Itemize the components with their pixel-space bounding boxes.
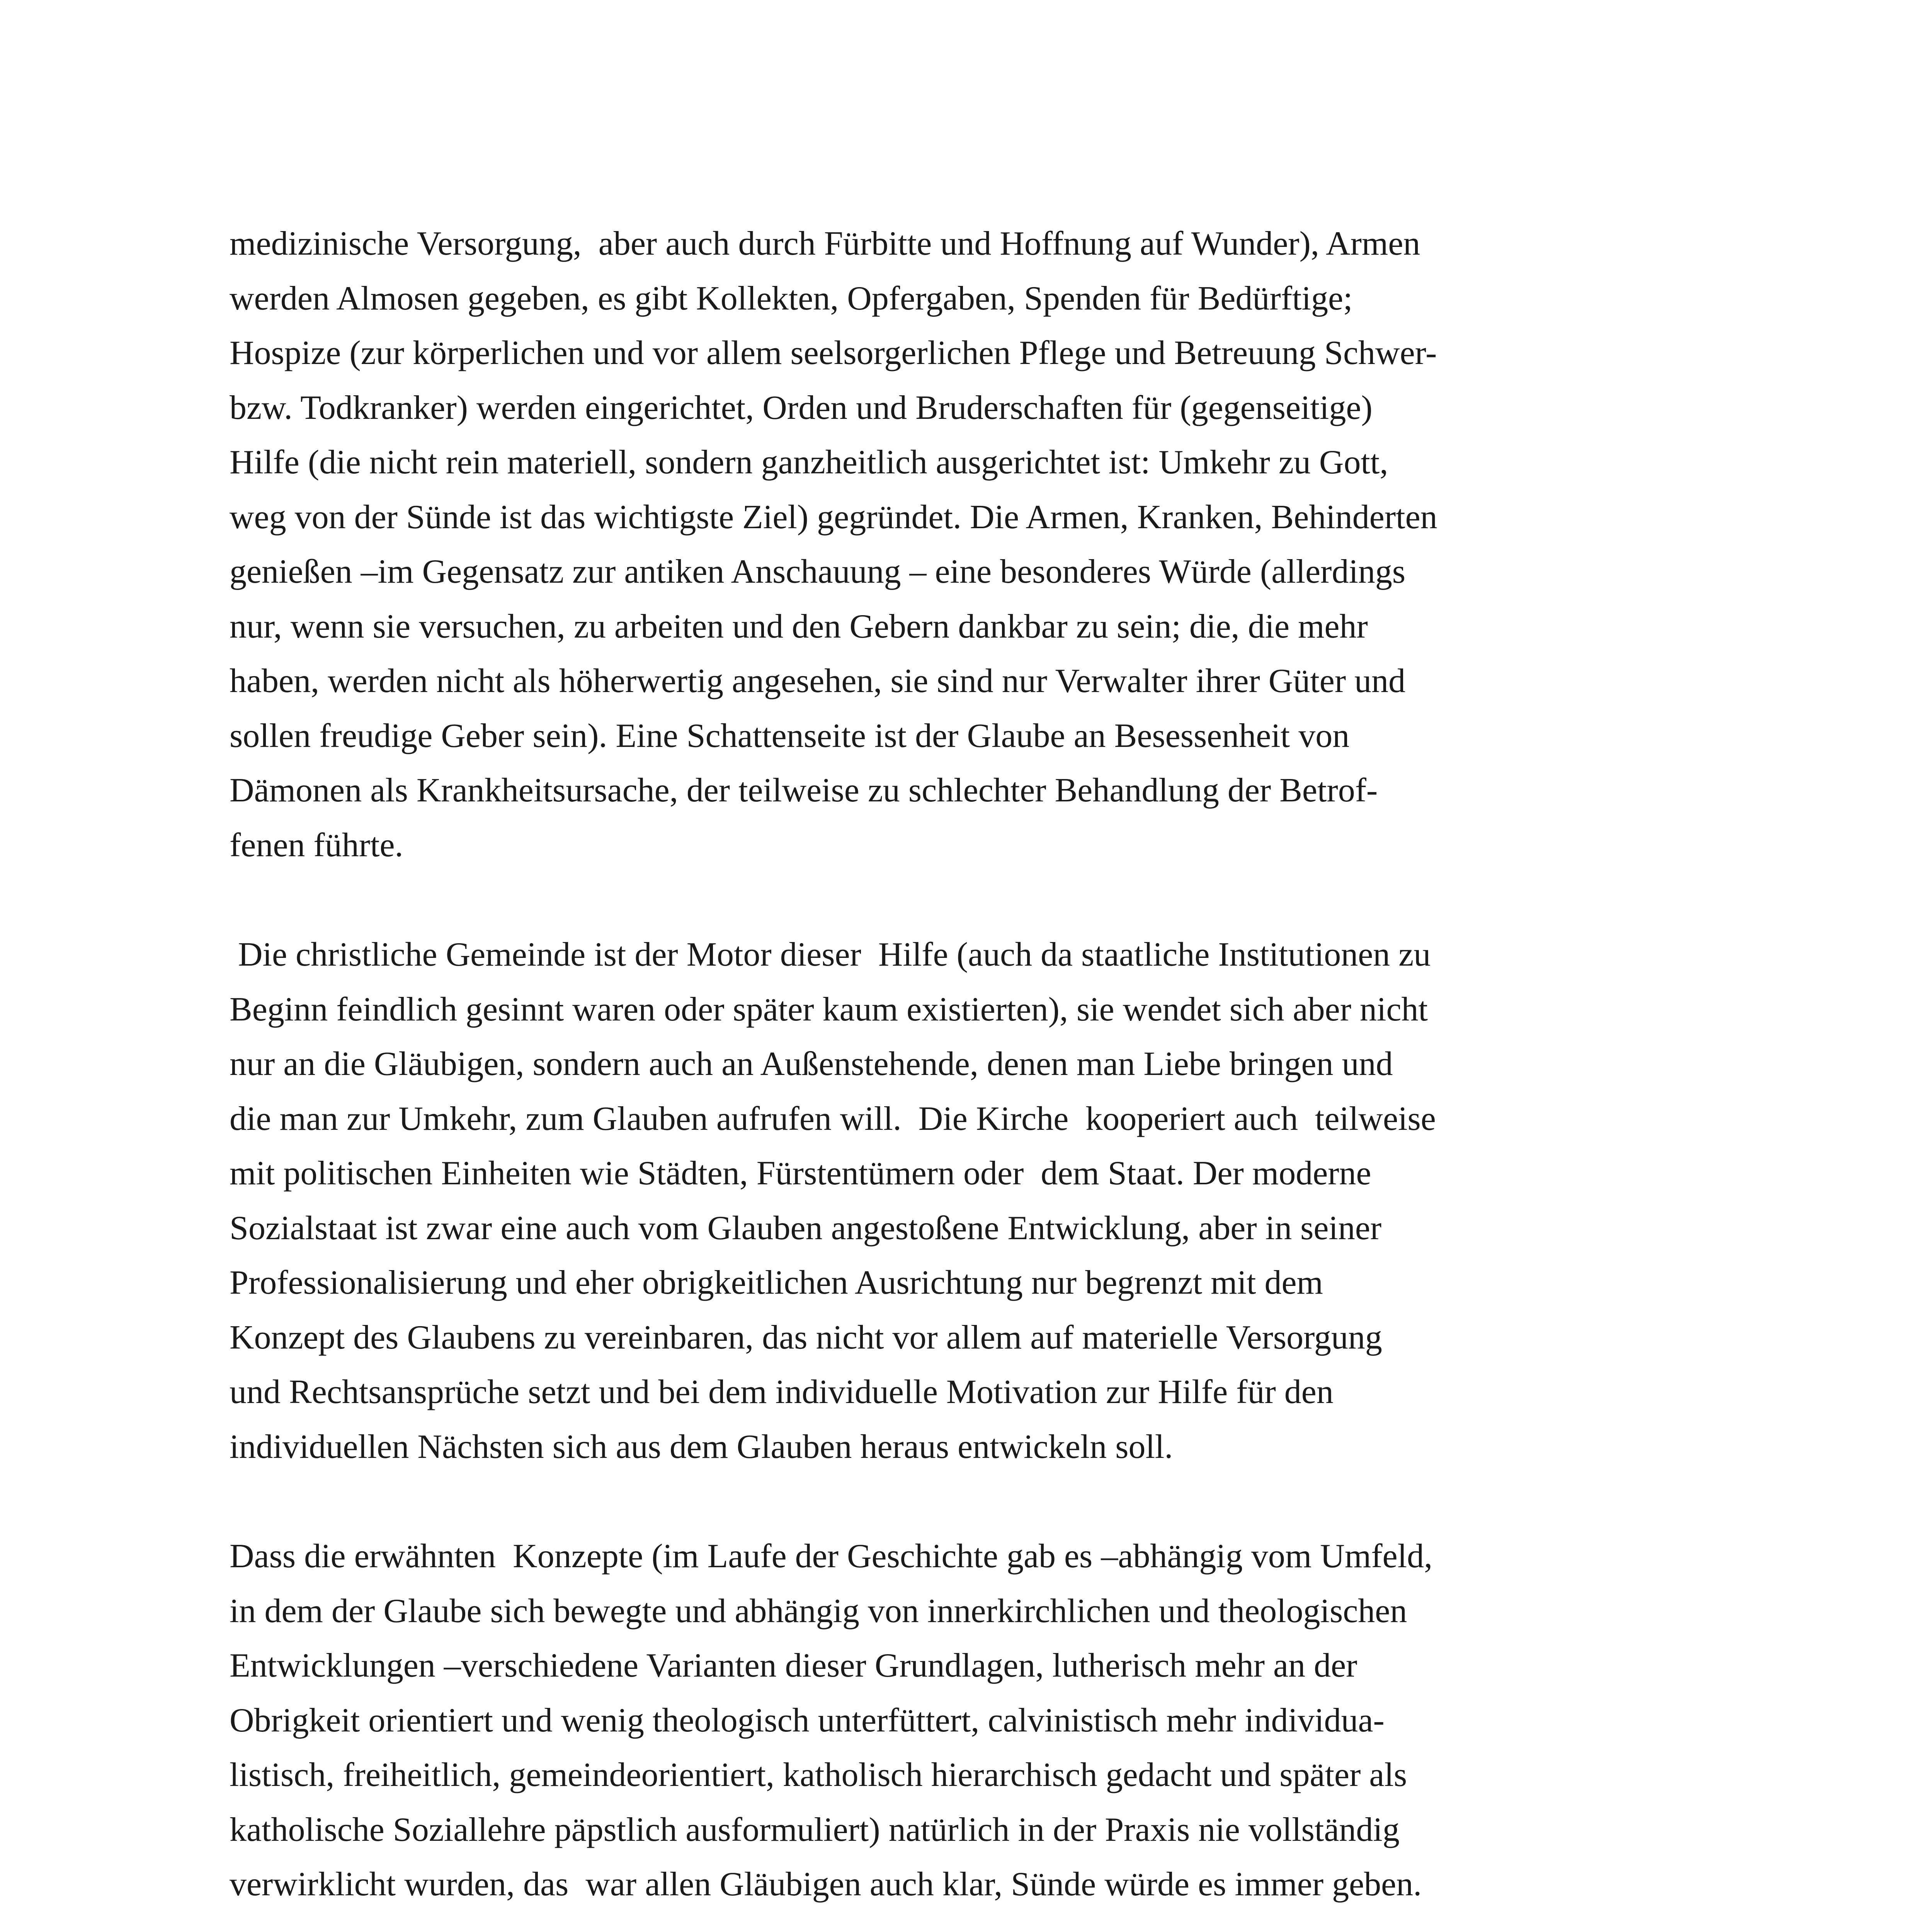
text-line: Dass die erwähnten Konzepte (im Laufe der Geschichte gab es –abhängig vom Umfeld, [230, 1537, 1433, 1575]
paragraph-care-for-poor [230, 216, 1706, 872]
text-line: Hospize (zur körperlichen und vor allem seelsorgerlichen Pflege und Betreuung Schwer- [230, 334, 1437, 372]
text-line: genießen –im Gegensatz zur antiken Anschauung – eine besonderes Würde (allerdings [230, 553, 1406, 590]
text-line: Dämonen als Krankheitsursache, der teilweise zu schlechter Behandlung der Betrof- [230, 772, 1378, 809]
text-line: Professionalisierung und eher obrigkeitlichen Ausrichtung nur begrenzt mit dem [230, 1264, 1323, 1301]
text-line: nur, wenn sie versuchen, zu arbeiten und den Gebern dankbar zu sein; die, die mehr [230, 607, 1368, 645]
text-line: Hilfe (die nicht rein materiell, sondern ganzheitlich ausgerichtet ist: Umkehr zu Gott, [230, 444, 1388, 481]
text-line: verwirklicht wurden, das war allen Gläubigen auch klar, Sünde würde es immer geben. [230, 1866, 1422, 1903]
text-line: nur an die Gläubigen, sondern auch an Außenstehende, denen man Liebe bringen und [230, 1045, 1393, 1083]
text-line: katholische Soziallehre päpstlich ausformuliert) natürlich in der Praxis nie vollständig [230, 1811, 1400, 1849]
text-line: in dem der Glaube sich bewegte und abhängig von innerkirchlichen und theologischen [230, 1592, 1407, 1630]
text-line: bzw. Todkranker) werden eingerichtet, Orden und Bruderschaften für (gegenseitige) [230, 389, 1373, 427]
text-line: haben, werden nicht als höherwertig angesehen, sie sind nur Verwalter ihrer Güter und [230, 662, 1406, 700]
text-line: sollen freudige Geber sein). Eine Schattenseite ist der Glaube an Besessenheit von [230, 717, 1350, 755]
text-line: Die christliche Gemeinde ist der Motor dieser Hilfe (auch da staatliche Institutionen zu [230, 936, 1431, 973]
text-line: fenen führte. [230, 826, 403, 864]
text-line: Entwicklungen –verschiedene Varianten dieser Grundlagen, lutherisch mehr an der [230, 1647, 1357, 1684]
paragraph-concepts [230, 1529, 1706, 1912]
text-line: Obrigkeit orientiert und wenig theologisch unterfüttert, calvinistisch mehr individua- [230, 1701, 1385, 1739]
text-line: werden Almosen gegeben, es gibt Kollekten, Opfergaben, Spenden für Bedürftige; [230, 279, 1353, 317]
text-line: medizinische Versorgung, aber auch durch Fürbitte und Hoffnung auf Wunder), Armen [230, 225, 1420, 262]
text-line: und Rechtsansprüche setzt und bei dem individuelle Motivation zur Hilfe für den [230, 1373, 1334, 1411]
text-line: listisch, freiheitlich, gemeindeorientiert, katholisch hierarchisch gedacht und später als [230, 1756, 1407, 1794]
text-line: Sozialstaat ist zwar eine auch vom Glauben angestoßene Entwicklung, aber in seiner [230, 1209, 1382, 1247]
text-line: Konzept des Glaubens zu vereinbaren, das nicht vor allem auf materielle Versorgung [230, 1318, 1382, 1356]
paragraph-christian-community [230, 927, 1706, 1474]
text-line: Beginn feindlich gesinnt waren oder später kaum existierten), sie wendet sich aber nicht [230, 990, 1428, 1028]
text-line: mit politischen Einheiten wie Städten, Fürstentümern oder dem Staat. Der moderne [230, 1155, 1371, 1192]
text-line: die man zur Umkehr, zum Glauben aufrufen will. Die Kirche kooperiert auch teilweise [230, 1100, 1436, 1138]
body-text [230, 216, 1706, 1932]
text-line: individuellen Nächsten sich aus dem Glauben heraus entwickeln soll. [230, 1428, 1173, 1466]
text-line: weg von der Sünde ist das wichtigste Ziel) gegründet. Die Armen, Kranken, Behinderten [230, 498, 1437, 536]
